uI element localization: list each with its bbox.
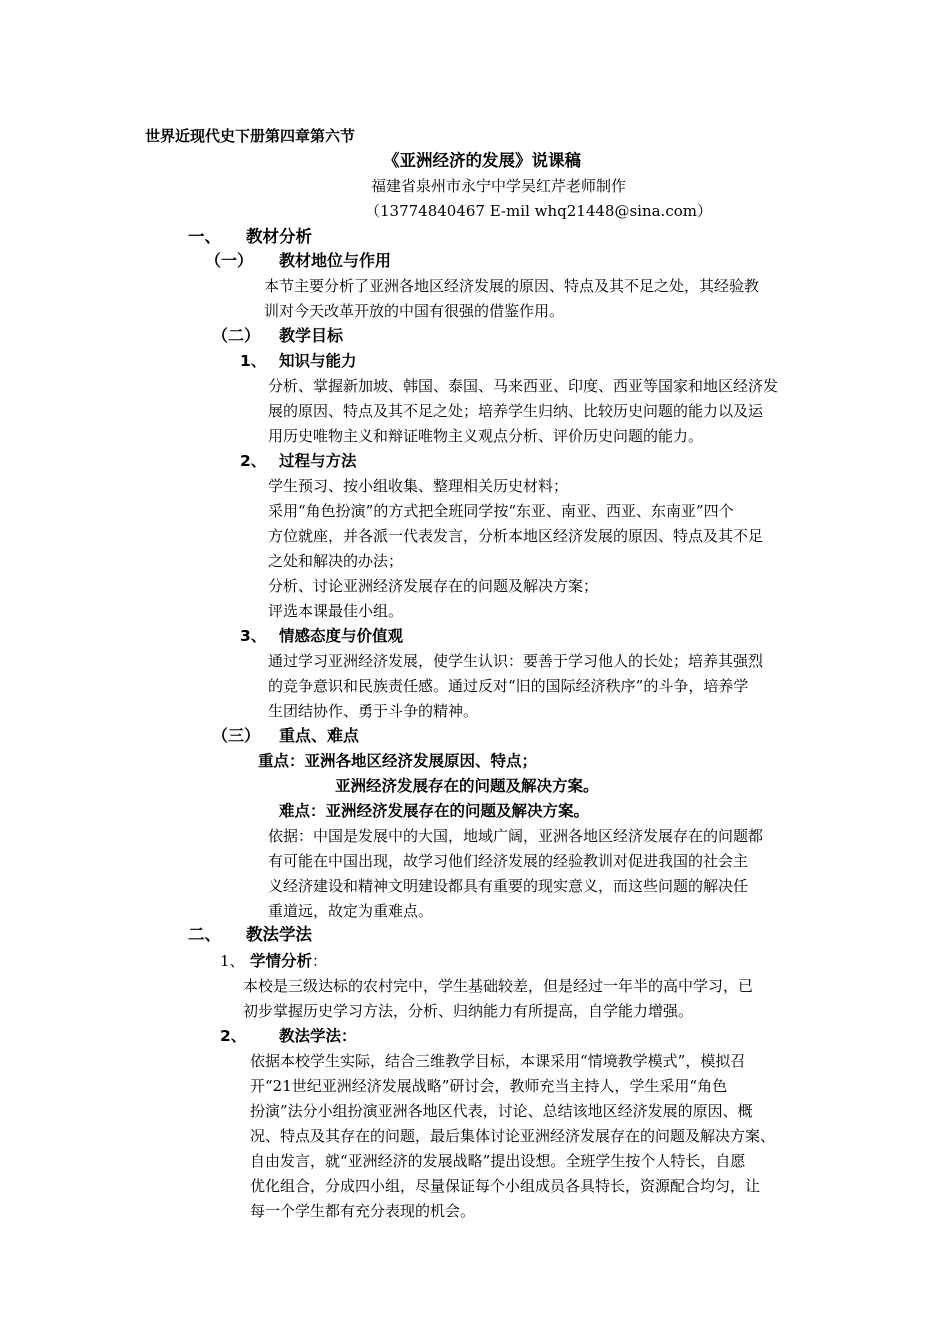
paragraph-line: 学生预习、按小组收集、整理相关历史材料； bbox=[268, 477, 569, 495]
sub-3-number: （三） bbox=[212, 726, 261, 745]
s2-item-1-number: 1、 bbox=[220, 952, 245, 970]
paragraph-line: 之处和解决的办法； bbox=[268, 552, 404, 570]
key-points-line: 重点：亚洲各地区经济发展原因、特点； bbox=[258, 752, 538, 770]
paragraph-line: 初步掌握历史学习方法，分析、归纳能力有所提高，自学能力增强。 bbox=[243, 1002, 694, 1020]
sub-1-title: 教材地位与作用 bbox=[279, 251, 392, 270]
paragraph-line: 训对今天改革开放的中国有很强的借鉴作用。 bbox=[264, 302, 565, 320]
paragraph-line: 义经济建设和精神文明建设都具有重要的现实意义，而这些问题的解决任 bbox=[268, 877, 749, 895]
difficult-points-line: 难点：亚洲经济发展存在的问题及解决方案。 bbox=[279, 802, 590, 820]
paragraph-line: 评选本课最佳小组。 bbox=[268, 602, 404, 620]
paragraph-line: 开“21世纪亚洲经济发展战略”研讨会，教师充当主持人，学生采用“角色 bbox=[250, 1077, 728, 1095]
paragraph-line: 通过学习亚洲经济发展，使学生认识：要善于学习他人的长处；培养其强烈 bbox=[268, 652, 764, 670]
paragraph-line: 用历史唯物主义和辩证唯物主义观点分析、评价历史问题的能力。 bbox=[268, 427, 704, 445]
key-points-line-2: 亚洲经济发展存在的问题及解决方案。 bbox=[335, 777, 599, 795]
contact-line: （13774840467 E-mil whq21448@sina.com） bbox=[365, 202, 712, 220]
s2-item-1-colon: ： bbox=[312, 952, 328, 970]
sub-3-title: 重点、难点 bbox=[279, 726, 360, 745]
s2-item-2-number: 2、 bbox=[220, 1027, 247, 1045]
paragraph-line: 每一个学生都有充分表现的机会。 bbox=[250, 1202, 476, 1220]
section-1-title: 教材分析 bbox=[246, 227, 312, 246]
paragraph-line: 分析、讨论亚洲经济发展存在的问题及解决方案； bbox=[268, 577, 599, 595]
paragraph-line: 分析、掌握新加坡、韩国、泰国、马来西亚、印度、西亚等国家和地区经济发 bbox=[268, 377, 779, 395]
paragraph-line: 依据：中国是发展中的大国，地域广阔，亚洲各地区经济发展存在的问题都 bbox=[268, 827, 764, 845]
paragraph-line: 自由发言，就“亚洲经济的发展战略”提出设想。全班学生按个人特长，自愿 bbox=[250, 1152, 746, 1170]
s2-item-1-title: 学情分析 bbox=[250, 952, 313, 970]
item-3-number: 3、 bbox=[240, 627, 267, 645]
sub-2-title: 教学目标 bbox=[279, 326, 344, 345]
section-1-number: 一、 bbox=[188, 227, 221, 246]
course-line: 世界近现代史下册第四章第六节 bbox=[145, 127, 356, 145]
paragraph-line: 本节主要分析了亚洲各地区经济发展的原因、特点及其不足之处，其经验教 bbox=[264, 277, 760, 295]
section-2-title: 教法学法 bbox=[246, 925, 312, 944]
sub-1-number: （一） bbox=[205, 251, 254, 270]
paragraph-line: 生团结协作、勇于斗争的精神。 bbox=[268, 702, 479, 720]
s2-item-2-title: 教法学法： bbox=[279, 1027, 357, 1045]
s2-item-1-title-wrap bbox=[250, 950, 327, 972]
item-3-title: 情感态度与价值观 bbox=[279, 627, 404, 645]
item-1-title: 知识与能力 bbox=[279, 352, 357, 370]
paragraph-line: 展的原因、特点及其不足之处；培养学生归纳、比较历史问题的能力以及运 bbox=[268, 402, 764, 420]
paragraph-line: 本校是三级达标的农村完中，学生基础较差，但是经过一年半的高中学习，已 bbox=[243, 977, 754, 995]
paragraph-line: 重道远，故定为重难点。 bbox=[268, 902, 434, 920]
item-2-number: 2、 bbox=[240, 452, 267, 470]
paragraph-line: 方位就座，并各派一代表发言，分析本地区经济发展的原因、特点及其不足 bbox=[268, 527, 764, 545]
item-1-number: 1、 bbox=[240, 352, 267, 370]
paragraph-line: 况、特点及其存在的问题，最后集体讨论亚洲经济发展存在的问题及解决方案、 bbox=[250, 1127, 776, 1145]
paragraph-line: 优化组合，分成四小组，尽量保证每个小组成员各具特长，资源配合均匀，让 bbox=[250, 1177, 761, 1195]
paragraph-line: 依据本校学生实际，结合三维教学目标，本课采用“情境教学模式”，模拟召 bbox=[250, 1052, 746, 1070]
paragraph-line: 的竞争意识和民族责任感。通过反对“旧的国际经济秩序”的斗争，培养学 bbox=[268, 677, 749, 695]
author-line: 福建省泉州市永宁中学吴红芹老师制作 bbox=[371, 177, 627, 195]
sub-2-number: （二） bbox=[212, 326, 261, 345]
document-title: 《亚洲经济的发展》说课稿 bbox=[383, 151, 581, 170]
item-2-title: 过程与方法 bbox=[279, 452, 357, 470]
paragraph-line: 有可能在中国出现，故学习他们经济发展的经验教训对促进我国的社会主 bbox=[268, 852, 749, 870]
paragraph-line: 扮演”法分小组扮演亚洲各地区代表，讨论、总结该地区经济发展的原因、概 bbox=[250, 1102, 753, 1120]
section-2-number: 二、 bbox=[188, 925, 221, 944]
paragraph-line: 采用“角色扮演”的方式把全班同学按“东亚、南亚、西亚、东南亚”四个 bbox=[268, 502, 734, 520]
